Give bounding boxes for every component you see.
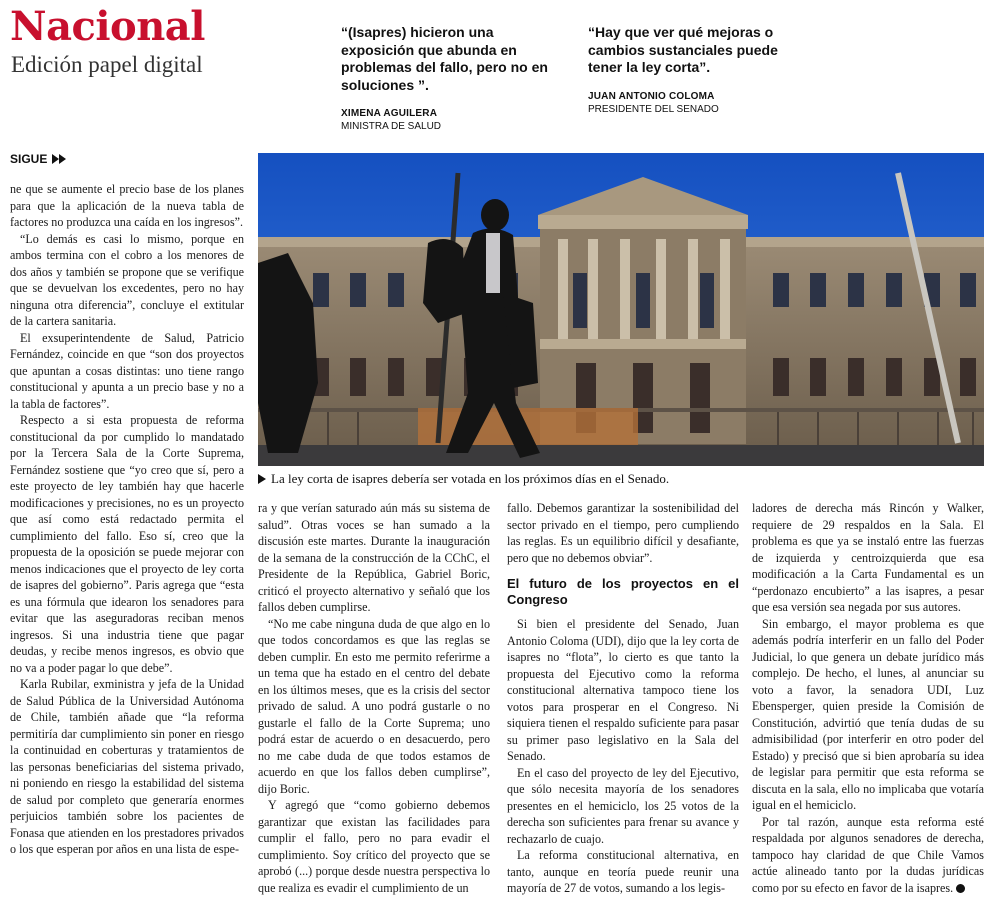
caption-text: La ley corta de isapres debería ser votada en los próximos días en el Senado. bbox=[271, 471, 670, 486]
paragraph: La reforma constitucional alternativa, en tanto, aunque en teoría puede reunir una mayoría de 27 de votos, sumando a los legis- bbox=[507, 848, 739, 895]
paragraph: Karla Rubilar, exministra y jefa de la Unidad de Salud Pública de la Universidad Autónoma de Chile, también añade que “la reforma permitiría dar cumplimiento sin poner en riesgo la continuidad en coberturas y tratamientos de las personas beneficiarias del sistema privado, ni poniendo en riesgo la estabilidad del sistema de salud por completo que generaría enormes perjuicios también sobre los pacientes de Fonasa que atienden en los prestadores privados o los que esperan por años en una lista de espe- bbox=[10, 677, 244, 856]
paragraph: ne que se aumente el precio base de los planes para que la aplicación de la nueva tabla de factores no produzca una caída en los ingresos”. bbox=[10, 182, 244, 229]
photo-caption bbox=[258, 471, 984, 487]
paragraph: fallo. Debemos garantizar la sostenibilidad del sector privado en el tiempo, pero cumpliendo las reglas. Es un equilibrio difícil y desafiante, pero que no debemos obviar”. bbox=[507, 501, 739, 565]
article-photo bbox=[258, 153, 984, 466]
article-column-3 bbox=[507, 500, 739, 897]
quote-text: “(Isapres) hicieron una exposición que abunda en problemas del fallo, pero no en soluciones ”. bbox=[341, 24, 548, 93]
section-title: Nacional bbox=[10, 3, 205, 50]
continue-marker bbox=[10, 152, 66, 166]
end-of-article-icon bbox=[956, 884, 965, 893]
paragraph-last bbox=[752, 814, 984, 897]
courthouse-photo-illustration bbox=[258, 153, 984, 466]
article-column-1 bbox=[10, 181, 244, 858]
caption-arrow-icon bbox=[258, 474, 266, 484]
paragraph: Y agregó que “como gobierno debemos garantizar que existan las facilidades para cumplir el fallo, pero no para evadir el cumplimiento. Soy crítico del proyecto que se aprobó (...) porque desde nuestra perspectiva lo que realiza es evadir el cumplimiento de un bbox=[258, 798, 490, 895]
paragraph: Si bien el presidente del Senado, Juan Antonio Coloma (UDI), dijo que la ley corta de isapres no “flota”, lo cierto es que tanto la propuesta del Ejecutivo como la reforma constitucional alternativa tampoco tiene los votos para prosperar en el Congreso. Ni siquiera tienen el respaldo suficiente para pasar su primer paso legislativo en la Sala del Senado. bbox=[507, 617, 739, 763]
paragraph: “No me cabe ninguna duda de que algo en lo que todos concordamos es que las reglas se deben cumplir. En esto me permito referirme a un tema que ha estado en el centro del debate en los últimos meses, que es la crisis del sector privado de salud. A uno podrá gustarle o no gustarle el fallo de la Corte Suprema; uno podrá estar de acuerdo o en desacuerdo, pero no me cabe duda de que todos estamos de acuerdo en que los fallos deben cumplirse”, dijo Boric. bbox=[258, 616, 490, 796]
edition-label: Edición papel digital bbox=[11, 52, 203, 77]
quote-author-name: XIMENA AGUILERA bbox=[341, 108, 438, 119]
continue-label: SIGUE bbox=[10, 152, 48, 166]
double-arrow-icon bbox=[52, 154, 66, 164]
quote-author-role: MINISTRA DE SALUD bbox=[341, 121, 442, 132]
quote-author-name: JUAN ANTONIO COLOMA bbox=[588, 90, 715, 102]
subheading: El futuro de los proyectos en el Congreso bbox=[507, 576, 739, 607]
paragraph: El exsuperintendente de Salud, Patricio Fernández, coincide en que “son dos proyectos que apuntan a cosas distintas: uno tiene rango constitucional y apunta a un precio base y no a la tabla de factores”. bbox=[10, 330, 244, 411]
quote-text: “Hay que ver qué mejoras o cambios sustanciales puede tener la ley corta”. bbox=[588, 24, 778, 75]
paragraph: ra y que verían saturado aún más su sistema de salud”. Otras voces se han sumado a la discusión este martes. Durante la inauguración de la semana de la construcción de la CChC, el Presidente de la República, Gabriel Boric, criticó el proyecto alternativo y señaló que los fallos deben cumplirse. bbox=[258, 501, 490, 614]
paragraph: En el caso del proyecto de ley del Ejecutivo, que sólo necesita mayoría de los senadores presentes en el hemiciclo, los 25 votos de la derecha son suficientes para frenar su avance y rechazarlo de cuajo. bbox=[507, 765, 739, 846]
quote-coloma bbox=[588, 24, 798, 116]
paragraph-text: Por tal razón, aunque esta reforma esté respaldada por algunos senadores de derecha, tampoco hay claridad de que Chile Vamos actúe alineado tanto por la dudas jurídicas como por su efecto en favor de la isapres. bbox=[752, 814, 984, 895]
paragraph: Respecto a si esta propuesta de reforma constitucional da por cumplido lo mandatado por la Tercera Sala de la Corte Suprema, Fernández sostiene que “yo creo que sí, pero a este proyecto de ley también hay que hacerle modificaciones y precisiones, no es un proyecto que así como está redactado permita el cumplimiento del fallo. Eso sí, creo que la propuesta de la oposición se puede mejorar con menos indicaciones que el proyecto de ley corta de isapres del gobierno”. Paris agrega que “esta es una fórmula que idearon los senadores para evitar que las aseguradoras reciban menos ingresos. Si una industria tiene que pagar deudas, y recibe menos ingresos, es obvio que no va a poder pagar lo que debe”. bbox=[10, 413, 244, 675]
article-column-4 bbox=[752, 500, 984, 896]
paragraph: Sin embargo, el mayor problema es que además podría interferir en un fallo del Poder Judicial, lo que genera un debate jurídico más complejo. De hecho, el lunes, al anunciar su voto a favor, la senadora UDI, Luz Ebensperger, quien preside la Comisión de Constitución, advirtió que tenía dudas de su admisibilidad (por interferir en otro poder del Estado) y precisó que si bien aprobaría su idea de legislar para permitir que esta reforma se discuta en la sala, ello no implicaba que votaría igual en el hemiciclo. bbox=[752, 616, 984, 812]
quote-aguilera bbox=[341, 24, 551, 133]
article-column-2 bbox=[258, 500, 490, 896]
quote-author-role: PRESIDENTE DEL SENADO bbox=[588, 103, 719, 115]
paragraph: “Lo demás es casi lo mismo, porque en ambos termina con el cobro a los menores de dos años y también se propone que se verifique que se devuelvan los excedentes, pero no hay ninguna otra diferencia”, concluye el extitular de la cartera sanitaria. bbox=[10, 231, 244, 328]
paragraph: ladores de derecha más Rincón y Walker, requiere de 29 respaldos en la Sala. El problema es que ya se instaló entre las fuerzas de izquierda y centroizquierda que esa modificación a la Carta Fundamental es un “perdonazo encubierto” a las isapres, a pesar que esa versión sea negada por sus autores. bbox=[752, 501, 984, 614]
